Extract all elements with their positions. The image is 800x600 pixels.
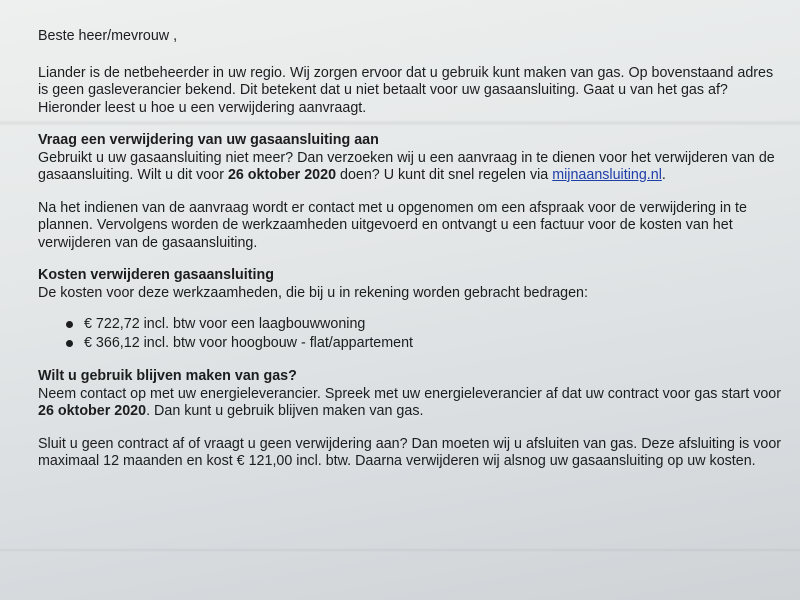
list-item	[66, 316, 783, 334]
costs-heading: Kosten verwijderen gasaansluiting	[38, 267, 274, 283]
bullet-icon	[66, 340, 73, 347]
keep-gas-paragraph	[38, 386, 783, 421]
keep-text-after-date: . Dan kunt u gebruik blijven maken van gas.	[146, 403, 424, 419]
keep-deadline-date: 26 oktober 2020	[38, 403, 147, 419]
salutation: Beste heer/mevrouw ,	[38, 28, 178, 44]
intro-paragraph: Liander is de netbeheerder in uw regio. Wij zorgen ervoor dat u gebruik kunt maken van gas. Op bovenstaand adres is geen gasleverancier bekend. Dit betekent dat u niet betaalt voor uw gasaansluiting. Gaat u van het gas af? Hieronder leest u hoe u een verwijdering aanvraagt.	[38, 64, 774, 116]
letter-body	[38, 28, 783, 486]
cost-item-text: € 366,12 incl. btw voor hoogbouw - flat/appartement	[84, 334, 414, 351]
cost-item-text: € 722,72 incl. btw voor een laagbouwwoning	[84, 316, 366, 332]
bullet-icon	[66, 321, 73, 328]
removal-text-end: .	[661, 167, 666, 183]
mijnaansluiting-link[interactable]: mijnaansluiting.nl	[552, 167, 662, 183]
removal-deadline-date: 26 oktober 2020	[227, 167, 337, 183]
paper-fold-lower	[0, 548, 800, 552]
removal-heading: Vraag een verwijdering van uw gasaansluiting aan	[38, 132, 379, 148]
closing-paragraph: Sluit u geen contract af of vraagt u geen verwijdering aan? Dan moeten wij u afsluiten van gas. Deze afsluiting is voor maximaal 12 maanden en kost € 121,00 incl. btw. Daarna verwijderen wij alsnog uw gasaansluiting op uw kosten.	[38, 435, 782, 469]
removal-paragraph	[38, 150, 783, 185]
keep-gas-heading: Wilt u gebruik blijven maken van gas?	[38, 368, 297, 384]
costs-intro: De kosten voor deze werkzaamheden, die bij u in rekening worden gebracht bedragen:	[38, 284, 588, 301]
removal-followup-paragraph: Na het indienen van de aanvraag wordt er contact met u opgenomen om een afspraak voor de verwijdering in te plannen. Vervolgens worden de werkzaamheden uitgevoerd en ontvangt u een factuur voor de kosten van het verwijderen van de gasaansluiting.	[38, 199, 747, 251]
list-item	[66, 335, 783, 353]
removal-text-after-date: doen? U kunt dit snel regelen via	[336, 167, 553, 183]
removal-text-before-date: Gebruikt u uw gasaansluiting niet meer? Dan verzoeken wij u een aanvraag in te dienen voor het verwijderen van de gasaansluiting. Wilt u dit voor	[38, 149, 775, 183]
keep-text-before-date: Neem contact op met uw energieleverancier. Spreek met uw energieleverancier af dat uw contract voor gas start voor	[38, 385, 782, 402]
costs-list	[38, 316, 783, 352]
